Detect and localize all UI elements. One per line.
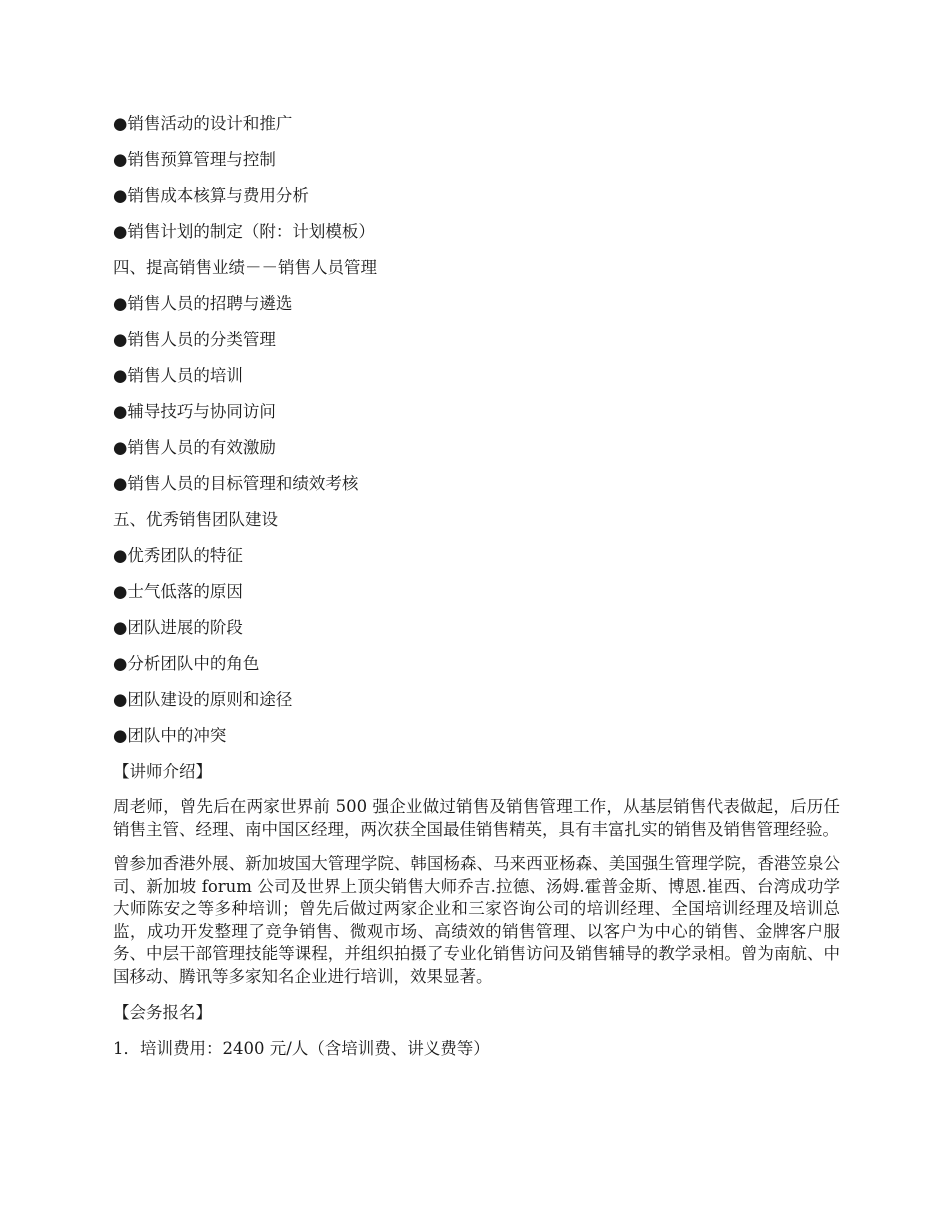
fee-item: 1．培训费用：2400 元/人（含培训费、讲义费等） (113, 1039, 490, 1058)
list-item: ●团队进展的阶段 (113, 618, 243, 637)
section-heading-instructor: 【讲师介绍】 (113, 762, 212, 781)
section-heading-registration: 【会务报名】 (113, 1003, 212, 1022)
list-item: ●优秀团队的特征 (113, 546, 243, 565)
list-item: ●销售活动的设计和推广 (113, 114, 293, 133)
list-item: ●团队建设的原则和途径 (113, 690, 293, 709)
list-item: ●分析团队中的角色 (113, 654, 260, 673)
list-item: ●团队中的冲突 (113, 726, 227, 745)
list-item: ●销售人员的目标管理和绩效考核 (113, 474, 359, 493)
list-item: ●辅导技巧与协同访问 (113, 402, 276, 421)
list-item: ●销售人员的培训 (113, 366, 243, 385)
section-heading: 四、提高销售业绩－－销售人员管理 (113, 258, 377, 277)
list-item: ●销售人员的招聘与遴选 (113, 294, 293, 313)
instructor-bio-paragraph: 周老师，曾先后在两家世界前 500 强企业做过销售及销售管理工作，从基层销售代表做起，后历任销售主管、经理、南中国区经理，两次获全国最佳销售精英，具有丰富扎实的销售及销售管理经验。 (113, 797, 840, 839)
list-item: ●销售成本核算与费用分析 (113, 186, 309, 205)
list-item: ●士气低落的原因 (113, 582, 243, 601)
document-page (113, 110, 840, 1071)
instructor-training-paragraph: 曾参加香港外展、新加坡国大管理学院、韩国杨森、马来西亚杨森、美国强生管理学院，香港笠泉公司、新加坡 forum 公司及世界上顶尖销售大师乔吉.拉德、汤姆.霍普金斯、博恩.崔西、台湾成功学大师陈安之等多种培训；曾先后做过两家企业和三家咨询公司的培训经理、全国培训经理及培训总监，成功开发整理了竞争销售、微观市场、高绩效的销售管理、以客户为中心的销售、金牌客户服务、中层干部管理技能等课程，并组织拍摄了专业化销售访问及销售辅导的教学录相。曾为南航、中国移动、腾讯等多家知名企业进行培训，效果显著。 (113, 854, 840, 986)
list-item: ●销售预算管理与控制 (113, 150, 276, 169)
list-item: ●销售计划的制定（附：计划模板） (113, 222, 375, 241)
list-item: ●销售人员的有效激励 (113, 438, 276, 457)
list-item: ●销售人员的分类管理 (113, 330, 276, 349)
section-heading: 五、优秀销售团队建设 (113, 510, 278, 529)
